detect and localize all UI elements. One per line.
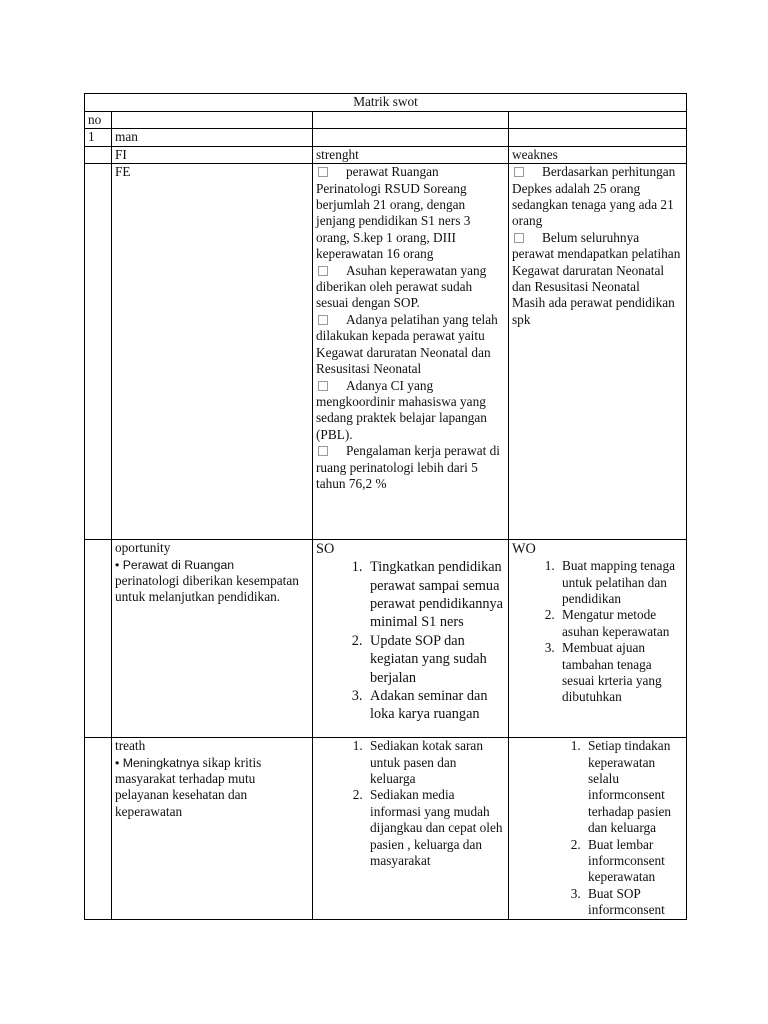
threat-cell xyxy=(112,738,313,919)
opportunity-bullet: • Perawat di Ruangan xyxy=(115,557,235,572)
bullet-glyph-icon xyxy=(318,446,328,456)
weakness-item: Belum seluruhnya perawat mendapatkan pelatihan Kegawat daruratan Neonatal dan Resusitasi Neonatal xyxy=(512,229,681,295)
threat-label: treath xyxy=(115,738,146,754)
list-item: 1. Buat mapping tenaga untuk pelatihan dan pendidikan xyxy=(558,558,683,607)
list-item: 2. Update SOP dan kegiatan yang sudah berjalan xyxy=(366,632,505,687)
fi-label: FI xyxy=(112,146,313,163)
weakness-extra: Masih ada perawat pendidikan spk xyxy=(512,295,675,327)
threat-text: • Meningkatnya sikap kritis masyarakat terhadap mutu pelayanan kesehatan dan keperawatan xyxy=(115,754,262,819)
list-item: 3. Adakan seminar dan loka karya ruangan xyxy=(366,687,505,724)
list-item: 3. Membuat ajuan tambahan tenaga sesuai krteria yang dibutuhkan xyxy=(558,640,683,706)
strength-item: Asuhan keperawatan yang diberikan oleh perawat sudah sesuai dengan SOP. xyxy=(316,262,487,311)
strength-item: Pengalaman kerja perawat di ruang perinatologi lebih dari 5 tahun 76,2 % xyxy=(316,443,500,491)
opportunity-text: perinatologi diberikan kesempatan untuk melanjutkan pendidikan. xyxy=(115,573,299,605)
weakness-item: Berdasarkan perhitungan Depkes adalah 25 orang sedangkan tenaga yang ada 21 orang xyxy=(512,164,676,229)
bullet-glyph-icon xyxy=(318,381,328,391)
strength-item: Adanya pelatihan yang telah dilakukan kepada perawat yaitu Kegawat daruratan Neonatal dan Resusitasi Neonatal xyxy=(316,311,498,377)
list-item: 2. Buat lembar informconsent keperawatan xyxy=(584,837,683,886)
list-item: 1. Tingkatkan pendidikan perawat sampai semua perawat pendidikannya minimal S1 ners xyxy=(366,558,505,632)
title-row xyxy=(85,94,687,112)
row-number: 1 xyxy=(85,129,112,146)
strength-item: Adanya CI yang mengkoordinir mahasiswa yang sedang praktek belajar lapangan (PBL). xyxy=(316,377,487,442)
wo-cell xyxy=(509,540,687,738)
opportunity-cell xyxy=(112,540,313,738)
bullet-glyph-icon xyxy=(318,266,328,276)
wt-list xyxy=(512,738,683,918)
list-item: 1. Sediakan kotak saran untuk pasen dan keluarga xyxy=(366,738,505,787)
strength-cell xyxy=(313,164,509,540)
weakness-cell xyxy=(509,164,687,540)
wo-list xyxy=(512,558,683,706)
row-opportunity xyxy=(85,540,687,738)
no-header: no xyxy=(85,112,112,129)
st-list xyxy=(316,738,505,869)
fe-label: FE xyxy=(112,164,313,540)
man-label: man xyxy=(112,129,313,146)
list-item: 2. Mengatur metode asuhan keperawatan xyxy=(558,607,683,640)
bullet-glyph-icon xyxy=(318,315,328,325)
row-man xyxy=(85,129,687,146)
bullet-glyph-icon xyxy=(514,167,524,177)
wt-cell xyxy=(509,738,687,919)
row-fi xyxy=(85,146,687,163)
opportunity-label: oportunity xyxy=(115,540,171,556)
swot-matrix-table xyxy=(84,93,687,920)
bullet-glyph-icon xyxy=(514,233,524,243)
list-item: 3. Buat SOP informconsent xyxy=(584,886,683,919)
list-item: 2. Sediakan media informasi yang mudah dijangkau dan cepat oleh pasien , keluarga dan masyarakat xyxy=(366,787,505,869)
row-fe xyxy=(85,164,687,540)
weakness-header: weaknes xyxy=(509,146,687,163)
row-threat xyxy=(85,738,687,919)
strength-header: strenght xyxy=(313,146,509,163)
wo-label: WO xyxy=(512,541,536,558)
so-cell xyxy=(313,540,509,738)
st-cell xyxy=(313,738,509,919)
so-label: SO xyxy=(316,541,335,558)
strength-item: perawat Ruangan Perinatologi RSUD Soreang berjumlah 21 orang, dengan jenjang pendidikan S1 ners 3 orang, S.kep 1 orang, DIII keperawatan 16 orang xyxy=(316,164,471,262)
table-title: Matrik swot xyxy=(85,94,687,112)
so-list xyxy=(316,558,505,724)
header-row-no xyxy=(85,112,687,129)
bullet-glyph-icon xyxy=(318,167,328,177)
list-item: 1. Setiap tindakan keperawatan selalu informconsent terhadap pasien dan keluarga xyxy=(584,738,683,836)
